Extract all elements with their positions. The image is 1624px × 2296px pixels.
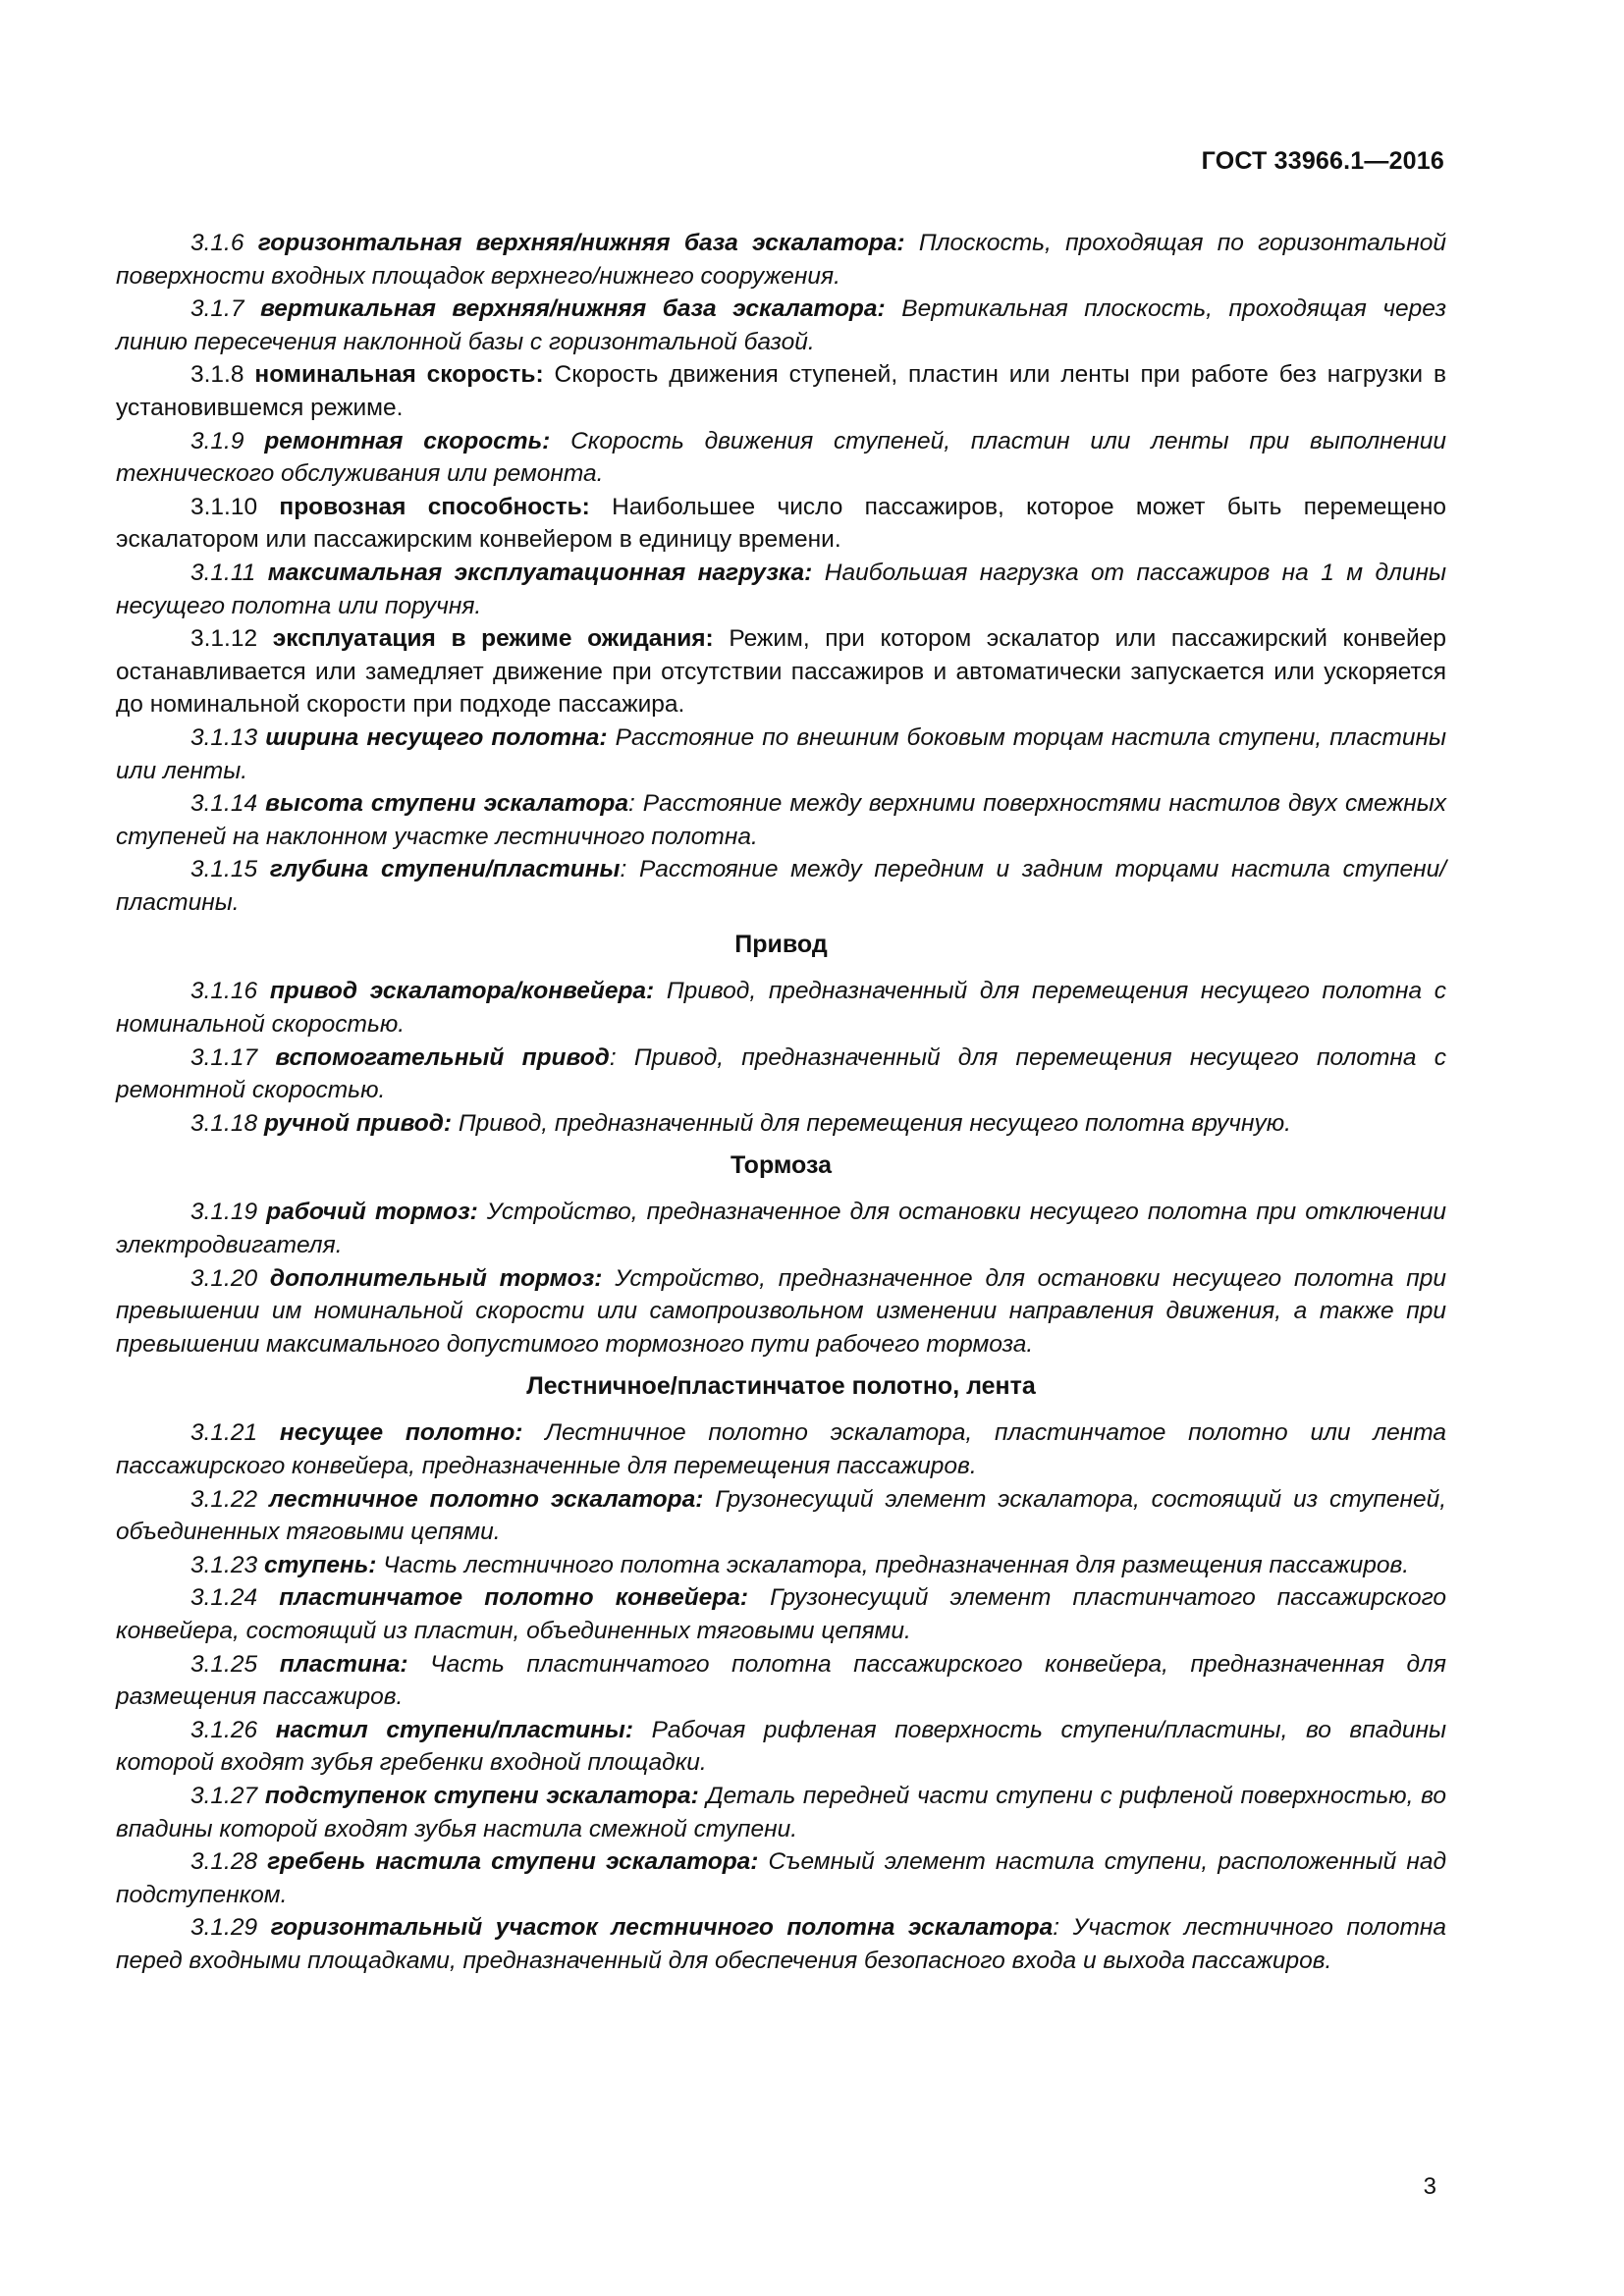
term-definition [116, 1549, 1446, 1582]
term-name: дополнительный тормоз: [269, 1264, 603, 1292]
term-definition [116, 1262, 1446, 1362]
term-definition [116, 975, 1446, 1041]
term-definition [116, 1416, 1446, 1482]
term-name: эксплуатация в режиме ожидания: [272, 625, 714, 653]
term-definition [116, 1911, 1446, 1977]
term-definition [116, 1845, 1446, 1911]
term-name: вертикальная верхняя/нижняя база эскалатора: [260, 295, 886, 323]
clause-number: 3.1.14 [190, 790, 258, 818]
term-name: ручной привод: [263, 1109, 453, 1137]
term-name: настил ступени/пластины: [275, 1716, 633, 1743]
definition-text: Устройство, предназначенное для остановки несущего полотна при отключении электродвигателя. [116, 1199, 1446, 1259]
term-definition [116, 721, 1446, 787]
definition-text: Скорость движения ступеней, пластин или ленты при работе без нагрузки в установившемся режиме. [116, 361, 1446, 421]
term-definition [116, 1581, 1446, 1647]
term-name: горизонтальный участок лестничного полотна эскалатора [270, 1914, 1054, 1942]
term-name: подступенок ступени эскалатора: [264, 1782, 699, 1809]
clause-number: 3.1.28 [190, 1848, 258, 1876]
definition-text: : Привод, предназначенный для перемещения несущего полотна с ремонтной скоростью. [116, 1043, 1446, 1104]
clause-number: 3.1.10 [190, 493, 258, 520]
clause-number: 3.1.17 [190, 1043, 258, 1071]
definition-text: Наибольшая нагрузка от пассажиров на 1 м длины несущего полотна или поручня. [116, 559, 1446, 619]
term-definition [116, 1780, 1446, 1845]
clause-number: 3.1.25 [190, 1650, 258, 1678]
term-name: ширина несущего полотна: [265, 723, 608, 751]
clause-number: 3.1.7 [190, 295, 244, 323]
term-name: горизонтальная верхняя/нижняя база эскалатора: [257, 230, 905, 256]
term-definition [116, 1483, 1446, 1549]
term-name: пластина: [279, 1650, 408, 1678]
definition-text: Скорость движения ступеней, пластин или ленты при выполнении технического обслуживания или ремонта. [116, 427, 1446, 488]
definition-text: Грузонесущий элемент эскалатора, состоящий из ступеней, объединенных тяговыми цепями. [116, 1485, 1447, 1546]
term-definition [116, 1196, 1446, 1261]
term-name: пластинчатое полотно конвейера: [279, 1584, 749, 1612]
clause-number: 3.1.18 [190, 1109, 258, 1137]
section-heading: Тормоза [730, 1151, 832, 1180]
definition-text: : Расстояние между передним и задним торцами настила ступени/пластины. [116, 856, 1446, 916]
term-name: рабочий тормоз: [266, 1199, 478, 1226]
clause-number: 3.1.15 [190, 856, 258, 883]
term-definition [116, 622, 1446, 721]
clause-number: 3.1.16 [190, 978, 258, 1005]
definition-text: Вертикальная плоскость, проходящая через линию пересечения наклонной базы с горизонтальной базой. [116, 295, 1447, 355]
definition-text: Устройство, предназначенное для остановки несущего полотна при превышении им номинальной скорости или самопроизвольном изменении направления движения, а также при превышении максимального допустимого тормозного пути рабочего тормоза. [116, 1264, 1446, 1358]
term-definition [116, 293, 1446, 358]
page-number: 3 [1423, 2173, 1436, 2200]
clause-number: 3.1.9 [190, 427, 244, 454]
term-name: вспомогательный привод [275, 1043, 610, 1071]
term-name: привод эскалатора/конвейера: [269, 978, 655, 1005]
term-definition [116, 1107, 1446, 1141]
definition-text: : Участок лестничного полотна перед входными площадками, предназначенный для обеспечения безопасного входа и выхода пассажиров. [116, 1914, 1446, 1974]
term-definition [116, 1714, 1446, 1780]
definition-text: Режим, при котором эскалатор или пассажирский конвейер останавливается или замедляет движение при отсутствии пассажиров и автоматически запускается или ускоряется до номинальной скорости при подходе пассажира. [116, 625, 1446, 719]
clause-number: 3.1.19 [190, 1199, 258, 1226]
definition-text: Часть лестничного полотна эскалатора, предназначенная для размещения пассажиров. [376, 1551, 1410, 1578]
term-definition [116, 1648, 1446, 1714]
term-definition [116, 358, 1446, 424]
definition-text: : Расстояние между верхними поверхностями настилов двух смежных ступеней на наклонном участке лестничного полотна. [116, 790, 1447, 850]
clause-number: 3.1.23 [190, 1551, 258, 1578]
definition-text: Привод, предназначенный для перемещения несущего полотна с номинальной скоростью. [116, 978, 1447, 1039]
clause-number: 3.1.12 [190, 625, 258, 653]
clause-number: 3.1.24 [190, 1584, 258, 1612]
definition-text: Наибольшее число пассажиров, которое может быть перемещено эскалатором или пассажирским конвейером в единицу времени. [116, 493, 1447, 554]
clause-number: 3.1.21 [190, 1419, 258, 1447]
term-name: ступень: [263, 1551, 377, 1578]
section-heading: Привод [734, 931, 828, 959]
term-name: ремонтная скорость: [264, 427, 551, 454]
term-name: гребень настила ступени эскалатора: [267, 1848, 759, 1876]
term-name: глубина ступени/пластины [269, 856, 621, 883]
definition-text: Грузонесущий элемент пластинчатого пассажирского конвейера, состоящий из пластин, объединенных тяговыми цепями. [116, 1584, 1447, 1644]
definition-text: Плоскость, проходящая по горизонтальной поверхности входных площадок верхнего/нижнего сооружения. [116, 230, 1447, 290]
standard-code: ГОСТ 33966.1—2016 [1201, 147, 1444, 175]
term-definition [116, 227, 1446, 293]
definition-text: Расстояние по внешним боковым торцам настила ступени, пластины или ленты. [116, 723, 1446, 784]
clause-number: 3.1.29 [190, 1914, 258, 1942]
term-name: провозная способность: [279, 493, 590, 520]
term-definition [116, 853, 1446, 919]
clause-number: 3.1.11 [190, 559, 256, 586]
definition-text: Часть пластинчатого полотна пассажирского конвейера, предназначенная для размещения пассажиров. [116, 1650, 1446, 1711]
term-name: максимальная эксплуатационная нагрузка: [267, 559, 813, 586]
term-name: высота ступени эскалатора [265, 790, 628, 818]
term-definition [116, 425, 1446, 491]
clause-number: 3.1.22 [190, 1485, 258, 1513]
definition-text: Съемный элемент настила ступени, расположенный над подступенком. [116, 1848, 1447, 1908]
section-heading: Лестничное/пластинчатое полотно, лента [526, 1372, 1036, 1401]
definition-text: Рабочая рифленая поверхность ступени/пластины, во впадины которой входят зубья гребенки входной площадки. [116, 1716, 1446, 1777]
definition-text: Привод, предназначенный для перемещения несущего полотна вручную. [452, 1109, 1291, 1137]
clause-number: 3.1.8 [190, 361, 244, 389]
clause-number: 3.1.20 [190, 1264, 258, 1292]
clause-number: 3.1.27 [190, 1782, 258, 1809]
definition-text: Деталь передней части ступени с рифленой поверхностью, во впадины которой входят зубья настила смежной ступени. [116, 1782, 1446, 1842]
term-definition [116, 557, 1446, 622]
document-body [116, 227, 1446, 1978]
clause-number: 3.1.26 [190, 1716, 258, 1743]
term-definition [116, 491, 1446, 557]
term-definition [116, 1041, 1446, 1107]
definition-text: Лестничное полотно эскалатора, пластинчатое полотно или лента пассажирского конвейера, предназначенные для перемещения пассажиров. [116, 1419, 1447, 1479]
clause-number: 3.1.6 [190, 230, 244, 256]
term-name: номинальная скорость: [254, 361, 544, 389]
term-definition [116, 787, 1446, 853]
term-name: несущее полотно: [279, 1419, 523, 1447]
term-name: лестничное полотно эскалатора: [269, 1485, 704, 1513]
clause-number: 3.1.13 [190, 723, 258, 751]
